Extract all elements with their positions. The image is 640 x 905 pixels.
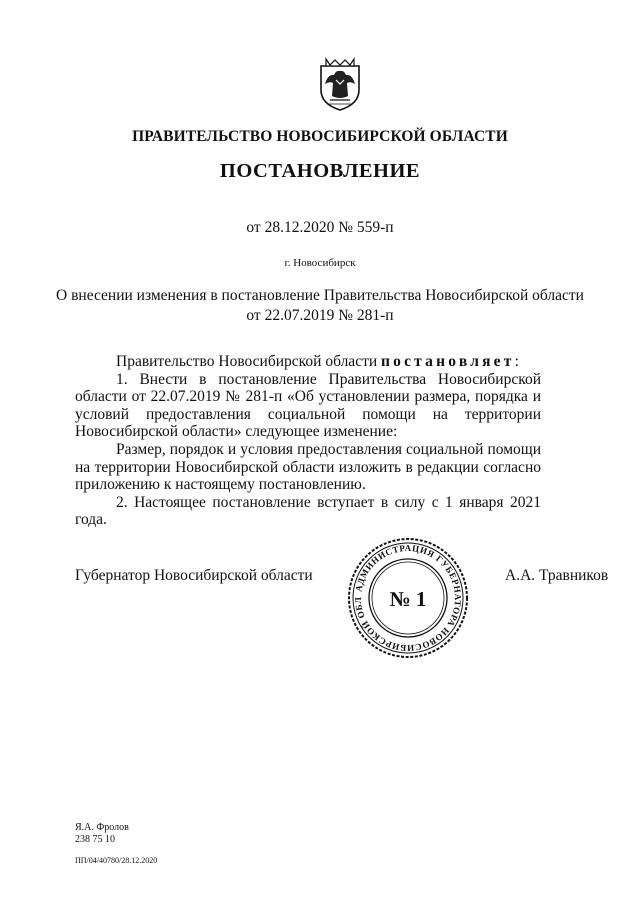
signatory-position: Губернатор Новосибирской области [75,567,313,584]
item-2: 2. Настоящее постановление вступает в силу с 1 января 2021 года. [75,493,541,529]
executor-name: Я.А. Фролов [75,822,129,833]
executor-info [75,822,129,846]
document-date-number: от 28.12.2020 № 559-п [246,219,394,236]
document-subject [0,286,640,326]
document-type-title: ПОСТАНОВЛЕНИЕ [219,160,421,182]
novosibirsk-coat-of-arms-icon [318,56,362,112]
subject-line-1: О внесении изменения в постановление Правительства Новосибирской области [56,287,584,304]
executor-phone: 238 75 10 [75,834,115,845]
preamble-verb: постановляет [381,353,515,370]
preamble [75,353,541,371]
organization-title: ПРАВИТЕЛЬСТВО НОВОСИБИРСКОЙ ОБЛАСТИ [132,128,508,145]
document-body [75,353,541,529]
official-seal [346,536,470,660]
signatory-name: А.А. Травников [505,567,609,584]
subject-line-2: от 22.07.2019 № 281-п [246,307,394,324]
registration-number: ПП/04/40780/28.12.2020 [75,856,158,865]
document-city: г. Новосибирск [284,257,356,269]
item-1-change: Размер, порядок и условия предоставления социальной помощи на территории Новосибирской области изложить в редакции согласно приложению к настоящему постановлению. [75,440,541,494]
seal-number: № 1 [389,587,427,611]
item-1: 1. Внести в постановление Правительства Новосибирской области от 22.07.2019 № 281-п «Об установлении размера, порядка и условий предоставления социальной помощи на территории Новосибирской области» следующее изменение: [75,370,541,441]
preamble-text: Правительство Новосибирской области [116,353,382,370]
seal-ring-text: АДМИНИСТРАЦИЯ ГУБЕРНАТОРА НОВОСИБИРСКОЙ ОБЛ [352,542,464,654]
preamble-colon: : [514,353,519,370]
